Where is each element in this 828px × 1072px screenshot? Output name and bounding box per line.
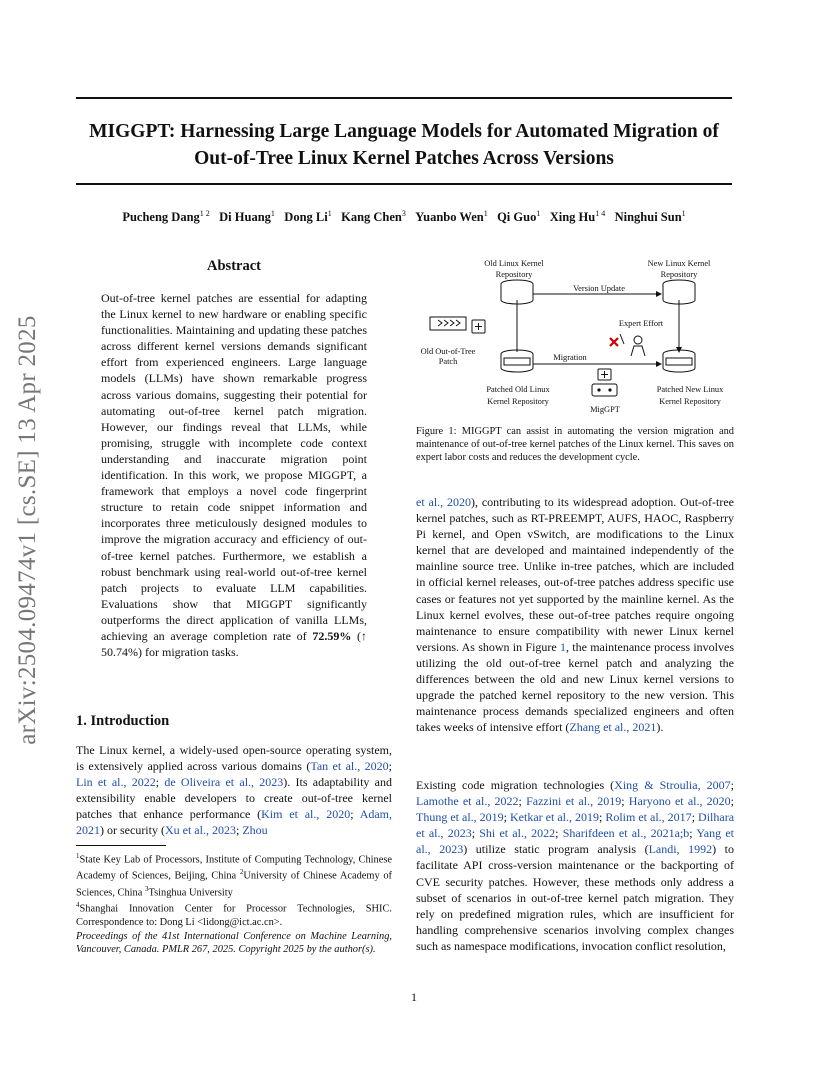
sep: ; <box>518 794 527 809</box>
proceedings-text: Proceedings of the 41st International Conference on Machine Learning, Vancouver, Canada. PMLR 267, 2025. Copyright 2025 by the author(s). <box>76 931 392 956</box>
figure-1-caption <box>416 425 734 465</box>
right-paragraph-2 <box>416 777 734 954</box>
plus-icon <box>472 320 485 333</box>
affiliations-footnote: $^1$State Key Lab of Processors, Institute of Computing Technology, Chinese Academy of Sciences, Beijing, China $^2$University of Chinese Academy of Sciences, China $^3$Tsinghua University $^4$Shanghai Innovation Center for Processor Technologies, SHIC. Correspondence to: Dong Li <lidong@ict.ac.cn>. <box>76 852 392 928</box>
patched-new-label-2: Kernel Repository <box>659 397 721 406</box>
citation-link[interactable]: Shi et al., 2022 <box>479 826 556 841</box>
intro-text: ) or security ( <box>100 823 165 838</box>
affiliation-3: Tsinghua University <box>148 887 233 899</box>
citation-link[interactable]: Adam, 2021 <box>76 807 393 838</box>
citation-link[interactable]: de Oliveira et al., 2023 <box>164 775 284 790</box>
affiliation-1: State Key Lab of Processors, Institute of Computing Technology, Chinese Academy of Sciences, Beijing, China <box>76 854 392 882</box>
title-rule <box>76 183 732 185</box>
citation-link[interactable]: Thung et al., 2019 <box>416 810 504 825</box>
body-text: , the maintenance process involves utilizing the old out-of-tree kernel patch and analyzing the differences between the old and new Linux kernel versions to upgrade the patched kernel repository to the new version. This maintenance process demands specialized engineers and often takes weeks of intensive effort ( <box>416 639 735 735</box>
expert-effort-label: Expert Effort <box>618 319 664 328</box>
cross-mark-icon <box>610 338 618 346</box>
section-heading-introduction: 1. Introduction <box>76 713 170 729</box>
old-patch-icon <box>430 317 466 330</box>
sep: ; <box>471 826 480 841</box>
author-name: Xing Hu <box>549 210 596 225</box>
completion-rate: 72.59% <box>312 628 352 643</box>
sep: ; <box>599 810 606 825</box>
patched-old-label-2: Kernel Repository <box>487 397 549 406</box>
citation-link[interactable]: Lin et al., 2022 <box>76 775 156 790</box>
citation-link[interactable]: Lamothe et al., 2022 <box>416 794 519 809</box>
affiliation-4: Shanghai Innovation Center for Processor Technologies, SHIC. Correspondence to: Dong Li <lidong@ict.ac.cn>. <box>76 903 392 928</box>
author-name: Yuanbo Wen <box>415 210 484 225</box>
miggpt-icon <box>592 369 617 396</box>
citation-link[interactable]: Haryono et al., 2020 <box>628 794 731 809</box>
citation-link[interactable]: Xu et al., 2023 <box>164 823 236 838</box>
intro-paragraph <box>76 742 392 839</box>
author-name: Qi Guo <box>497 210 537 225</box>
citation-link[interactable]: Xing & Stroulia, 2007 <box>614 778 731 792</box>
citation-link[interactable]: Zhou <box>242 823 268 838</box>
figure-1-diagram <box>416 252 734 422</box>
new-repo-label: New Linux Kernel <box>647 259 711 268</box>
author-name: Di Huang <box>219 210 271 225</box>
figure-ref-link[interactable]: 1 <box>560 639 566 654</box>
page-number: 1 <box>411 990 417 1004</box>
citation-link[interactable]: Sharifdeen et al., 2021a;b <box>562 826 690 841</box>
body-text: ). <box>656 720 664 735</box>
author-affiliation: 1 <box>270 209 275 218</box>
abstract-tail: (↑ 50.74%) for migration tasks. <box>101 628 368 660</box>
caption-label: Figure 1: <box>416 426 457 437</box>
patched-old-label: Patched Old Linux <box>486 385 550 394</box>
citation-link[interactable]: Ketkar et al., 2019 <box>510 810 599 825</box>
author-affiliation: 1 <box>483 209 488 218</box>
author-name: Ninghui Sun <box>614 210 682 225</box>
sep: ; <box>503 810 511 825</box>
caption-text: MIGGPT can assist in automating the version migration and maintenance of out-of-tree kernel patches of the Linux kernel. This saves on expert labor costs and reduces the development cycle. <box>416 426 734 464</box>
proceedings-note <box>76 930 392 957</box>
citation-link[interactable]: Fazzini et al., 2019 <box>526 794 622 809</box>
patched-new-label: Patched New Linux <box>656 385 724 394</box>
author-affiliation: 1 2 <box>199 209 210 218</box>
sep: ; <box>689 826 697 841</box>
abstract-heading: Abstract <box>207 258 261 274</box>
citation-link[interactable]: Zhang et al., 2021 <box>569 720 657 735</box>
title-line-2: Out-of-Tree Linux Kernel Patches Across Versions <box>194 148 614 169</box>
author-affiliation: 3 <box>401 209 406 218</box>
intro-text: The Linux kernel, a widely-used open-source operating system, is extensively applied across various domains ( <box>76 743 392 774</box>
old-patch-label: Old Out-of-Tree <box>420 347 476 356</box>
sep: ; <box>621 794 629 809</box>
new-repo-label-2: Repository <box>660 270 698 279</box>
body-text: ), contributing to its widespread adoption. Out-of-tree kernel patches, such as RT-PREEMPT, AUFS, HAOC, Raspberry Pi kernel, and Open vSwitch, are modifications to the Linux kernel that are developed and maintained independently of the mainline source tree. Unlike in-tree patches, which are included in official kernel releases, out-of-tree patches address specific use cases or features not yet supported by the mainline kernel. As the Linux kernel evolves, these out-of-tree patches require ongoing maintenance to ensure compatibility with newer Linux kernel versions. As shown in Figure <box>416 495 735 654</box>
author-name: Kang Chen <box>341 210 402 225</box>
citation-link[interactable]: Yang et al., 2023 <box>416 826 734 857</box>
author-name: Pucheng Dang <box>122 210 200 225</box>
patched-new-repo-database-icon <box>663 350 695 372</box>
version-update-label: Version Update <box>573 284 625 293</box>
paper-title <box>76 118 732 172</box>
author-affiliation: 1 4 <box>595 209 606 218</box>
intro-text: ). Its adaptability and extensibility enable developers to create out-of-tree kernel patches that enhance performance ( <box>76 775 392 822</box>
title-line-1: MIGGPT: Harnessing Large Language Models for Automated Migration of <box>89 121 719 142</box>
sep: ; <box>730 778 734 792</box>
right-paragraph-1 <box>416 494 734 735</box>
author-affiliation: 1 <box>681 209 686 218</box>
sep: ; <box>691 810 699 825</box>
author-name: Dong Li <box>284 210 328 225</box>
sep: ; <box>350 807 360 822</box>
citation-link[interactable]: Kim et al., 2020 <box>261 807 351 822</box>
citation-link[interactable]: et al., 2020 <box>416 495 472 509</box>
citation-link[interactable]: Landi, 1992 <box>648 842 713 857</box>
body-text: Existing code migration technologies ( <box>416 778 615 792</box>
sep: ; <box>730 794 735 809</box>
expert-icon <box>620 334 645 356</box>
footnote-rule <box>76 845 166 846</box>
top-rule <box>76 97 732 99</box>
arxiv-stamp: arXiv:2504.09474v1 [cs.SE] 13 Apr 2025 <box>14 315 41 745</box>
body-text: ) to facilitate API cross-version maintenance or the backporting of CVE security patches. However, these methods only address a subset of scenarios in out-of-tree kernel patch migration. They rely on predefined migration rules, which are insufficient for handling comprehensive scenarios involving complex changes such as namespace modifications, invocation conflict resolution, <box>416 842 734 953</box>
sep: ; <box>555 826 563 841</box>
body-text: ) utilize static program analysis ( <box>463 842 649 857</box>
citation-link[interactable]: Dilhara et al., 2023 <box>416 810 735 841</box>
old-repo-label: Old Linux Kernel <box>484 259 544 268</box>
old-repo-label-2: Repository <box>495 270 533 279</box>
author-list <box>76 209 732 225</box>
patched-old-repo-database-icon <box>501 350 533 372</box>
old-patch-label-2: Patch <box>438 357 458 366</box>
citation-link[interactable]: Tan et al., 2020 <box>310 759 389 774</box>
abstract-body <box>101 290 367 660</box>
citation-link[interactable]: Rolim et al., 2017 <box>605 810 692 825</box>
miggpt-label: MigGPT <box>590 405 620 414</box>
author-affiliation: 1 <box>327 209 332 218</box>
migration-label: Migration <box>553 353 587 362</box>
sep: ; <box>155 775 165 790</box>
sep: ; <box>235 823 243 838</box>
sep: ; <box>388 759 392 774</box>
affiliation-2: University of Chinese Academy of Sciences, China <box>76 870 392 899</box>
abstract-text: Out-of-tree kernel patches are essential for adapting the Linux kernel to new hardware or enabling specific functionalities. Maintaining and updating these patches across different kernel versions demands significant effort from experienced engineers. Large language models (LLMs) have shown remarkable progress across various domains, suggesting their potential for automating out-of-tree kernel patch migration. However, our findings reveal that LLMs, while promising, struggle with incomplete code context understanding and inaccurate migration point identification. In this work, we propose MIGGPT, a framework that employs a novel code fingerprint structure to retain code snippet information and incorporates three meticulously designed modules to improve the migration accuracy and efficiency of out-of-tree kernel patches. Furthermore, we establish a robust benchmark using real-world out-of-tree kernel patch projects to evaluate LLM capabilities. Evaluations show that MIGGPT significantly outperforms the direct application of vanilla LLMs, achieving an average completion rate of <box>101 291 367 643</box>
author-affiliation: 1 <box>536 209 541 218</box>
